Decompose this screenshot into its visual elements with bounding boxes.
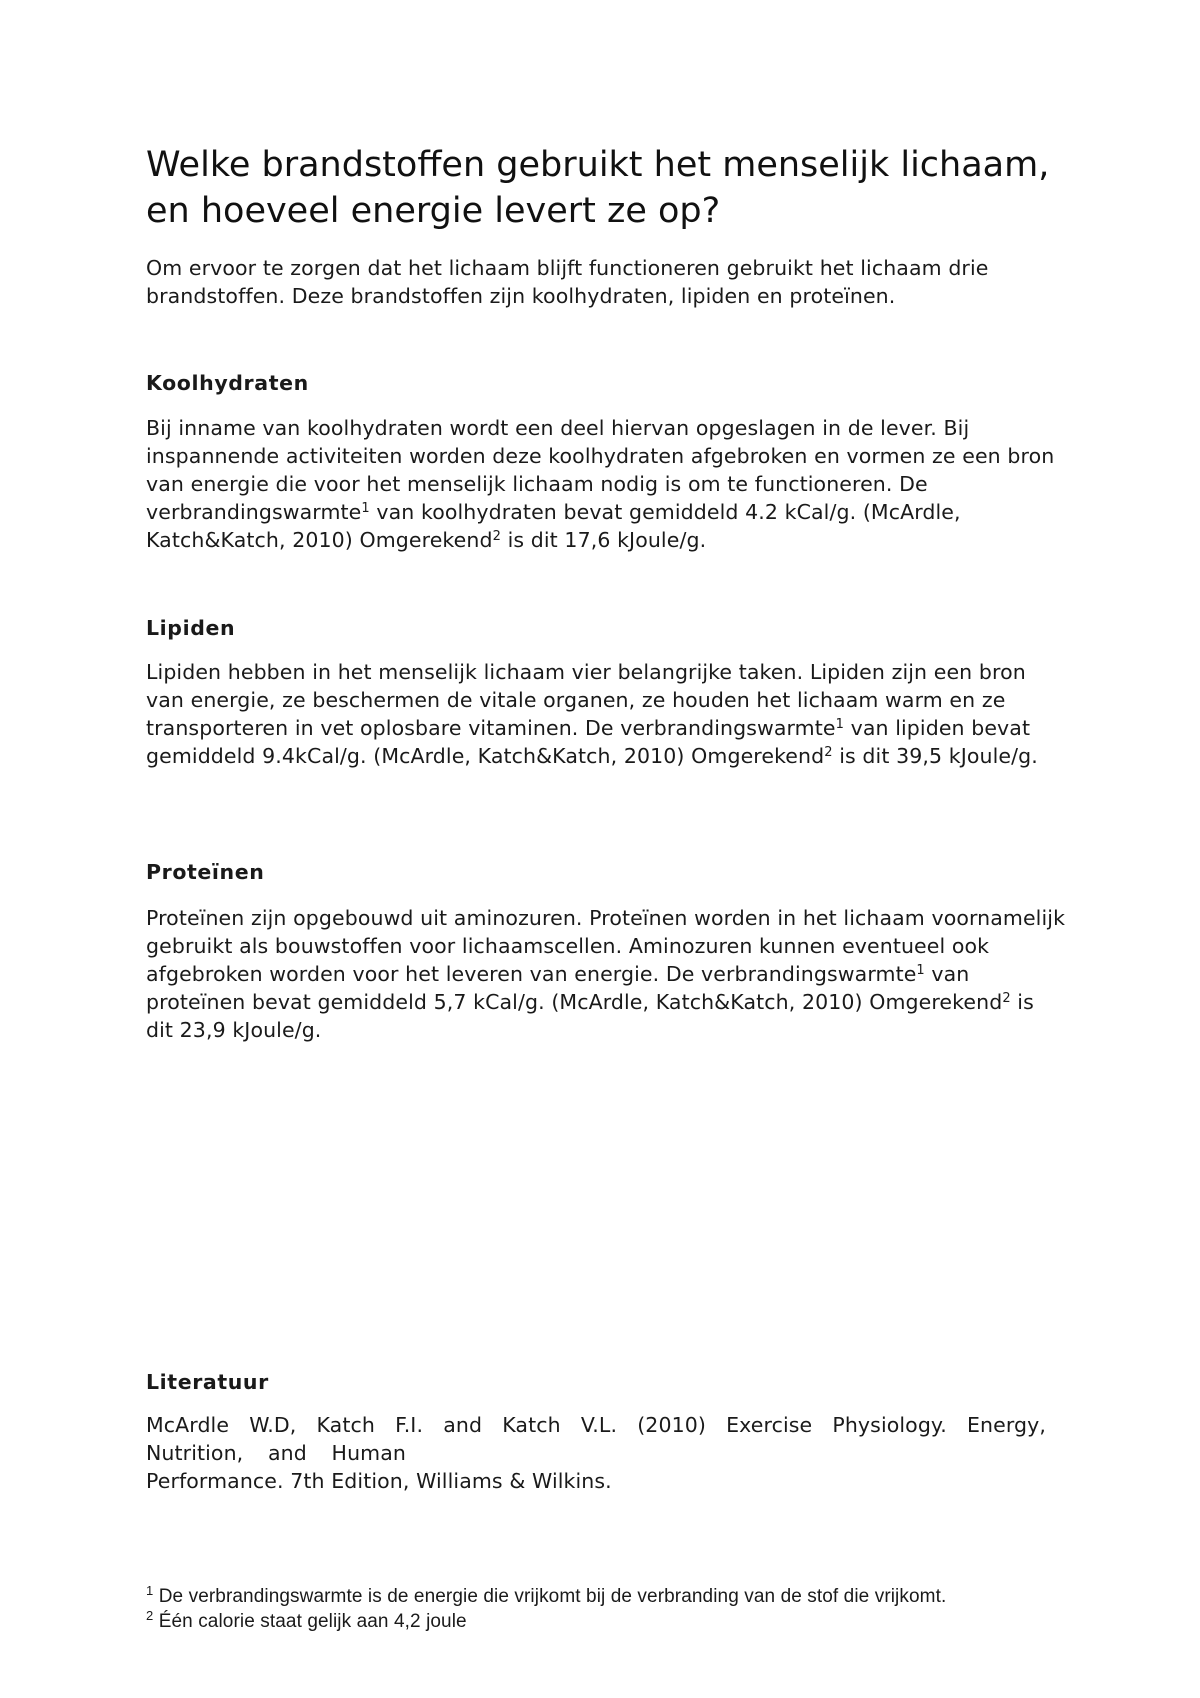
- footnote-ref: 2: [824, 745, 833, 760]
- heading-lipiden: Lipiden: [146, 616, 236, 640]
- footnote-mark: 2: [146, 1608, 154, 1623]
- heading-literatuur: Literatuur: [146, 1370, 269, 1394]
- paragraph-koolhydraten: Bij inname van koolhydraten wordt een deel hiervan opgeslagen in de lever. Bij inspannende activiteiten worden deze koolhydraten afgebroken en vormen ze een bron van energie die voor het menselijk lichaam nodig is om te functioneren. De verbrandingswarmte$^1$ van koolhydraten bevat gemiddeld 4.2 kCal/g. (McArdle, Katch&Katch, 2010) Omgerekend$^2$ is dit 17,6 kJoule/g.: [146, 416, 1055, 552]
- footnote-ref: 2: [492, 529, 501, 544]
- footnote-1: $^1$ De verbrandingswarmte is de energie die vrijkomt bij de verbranding van de stof die vrijkomt.: [146, 1583, 947, 1607]
- footnote-2: $^2$ Één calorie staat gelijk aan 4,2 joule: [146, 1608, 467, 1632]
- heading-proteinen: Proteïnen: [146, 860, 265, 884]
- reference-line: Nutrition, and Human: [146, 1441, 406, 1465]
- document-title: Welke brandstoffen gebruikt het menselijk lichaam, en hoeveel energie levert ze op?: [146, 145, 1050, 231]
- paragraph-lipiden: Lipiden hebben in het menselijk lichaam vier belangrijke taken. Lipiden zijn een bron van energie, ze beschermen de vitale organen, ze houden het lichaam warm en ze transporteren in vet oplosbare vitaminen. De verbrandingswarmte$^1$ van lipiden bevat gemiddeld 9.4kCal/g. (McArdle, Katch&Katch, 2010) Omgerekend$^2$ is dit 39,5 kJoule/g.: [146, 660, 1038, 768]
- reference-line: Performance. 7th Edition, Williams & Wilkins.: [146, 1469, 612, 1493]
- paragraph-proteinen: Proteïnen zijn opgebouwd uit aminozuren. Proteïnen worden in het lichaam voornamelijk gebruikt als bouwstoffen voor lichaamscellen. Aminozuren kunnen eventueel ook afgebroken worden voor het leveren van energie. De verbrandingswarmte$^1$ van proteïnen bevat gemiddeld 5,7 kCal/g. (McArdle, Katch&Katch, 2010) Omgerekend$^2$ is dit 23,9 kJoule/g.: [146, 906, 1066, 1042]
- footnote-ref: 1: [835, 717, 844, 732]
- footnote-ref: 2: [1002, 991, 1011, 1006]
- footnote-ref: 1: [916, 963, 925, 978]
- footnote-mark: 1: [146, 1583, 154, 1598]
- heading-koolhydraten: Koolhydraten: [146, 371, 309, 395]
- intro-paragraph: Om ervoor te zorgen dat het lichaam blijft functioneren gebruikt het lichaam drie brandstoffen. Deze brandstoffen zijn koolhydraten, lipiden en proteïnen.: [146, 256, 989, 308]
- reference-line: McArdle W.D, Katch F.I. and Katch V.L. (2010) Exercise Physiology. Energy,: [146, 1413, 1046, 1437]
- reference-entry: [146, 1411, 1046, 1495]
- footnote-ref: 1: [361, 501, 370, 516]
